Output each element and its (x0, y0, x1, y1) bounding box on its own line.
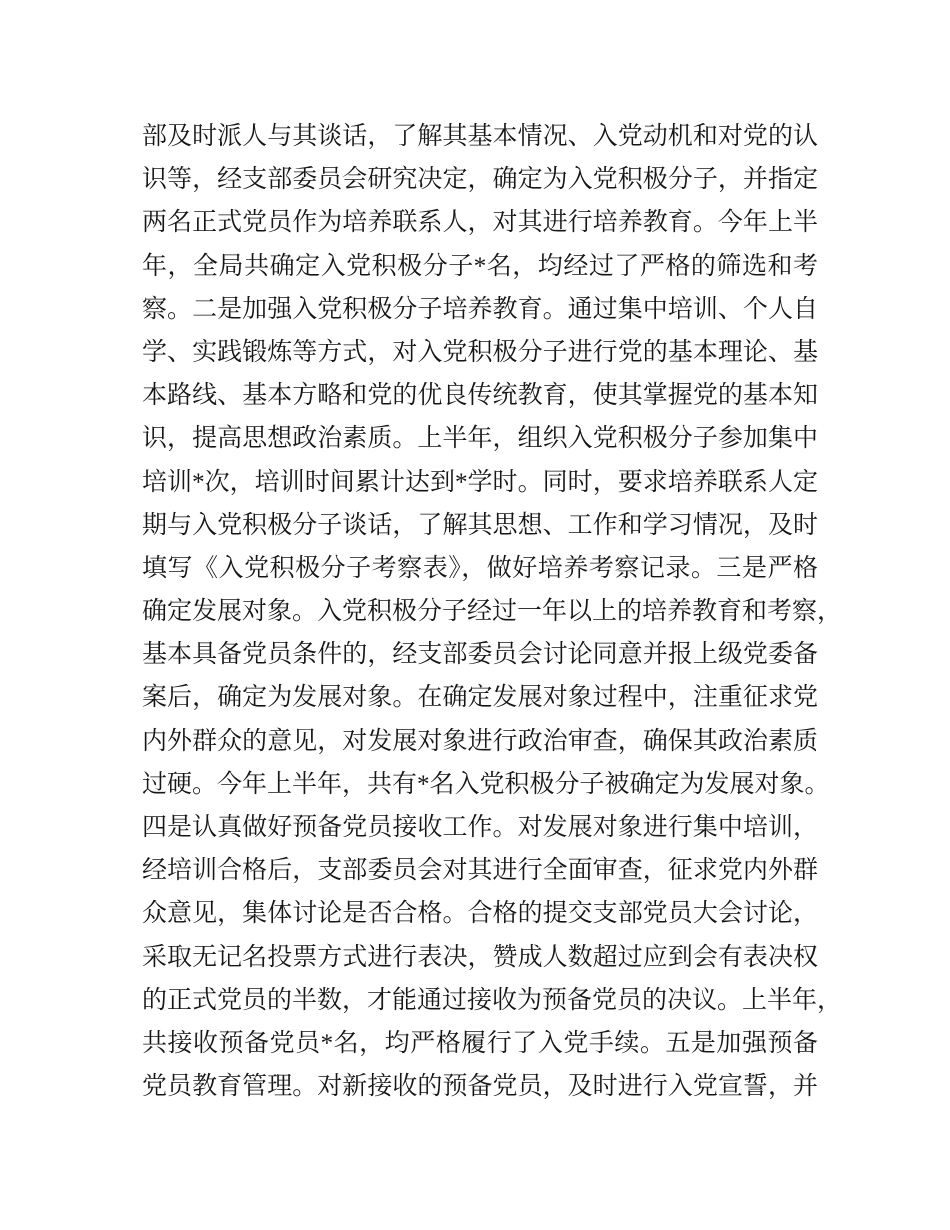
text-line: 经培训合格后，支部委员会对其进行全面审查，征求党内外群 (142, 857, 818, 885)
text-line: 确定发展对象。入党积极分子经过一年以上的培养教育和考察， (142, 598, 843, 626)
text-line: 四是认真做好预备党员接收工作。对发展对象进行集中培训， (142, 814, 818, 841)
text-line: 的正式党员的半数，才能通过接收为预备党员的决议。上半年， (142, 986, 843, 1014)
text-line: 案后，确定为发展对象。在确定发展对象过程中，注重征求党 (142, 684, 818, 712)
text-line: 识等，经支部委员会研究决定，确定为入党积极分子，并指定 (142, 166, 818, 194)
text-line: 本路线、基本方略和党的优良传统教育，使其掌握党的基本知 (142, 382, 818, 410)
text-line: 填写《入党积极分子考察表》，做好培养考察记录。三是严格 (142, 554, 818, 582)
text-line: 两名正式党员作为培养联系人，对其进行培养教育。今年上半 (142, 209, 818, 237)
text-line: 学、实践锻炼等方式，对入党积极分子进行党的基本理论、基 (142, 338, 818, 366)
text-line: 培训*次，培训时间累计达到*学时。同时，要求培养联系人定 (142, 468, 818, 496)
text-line: 党员教育管理。对新接收的预备党员，及时进行入党宣誓，并 (142, 1073, 818, 1101)
text-line: 年，全局共确定入党积极分子*名，均经过了严格的筛选和考 (142, 252, 818, 280)
text-line: 部及时派人与其谈话，了解其基本情况、入党动机和对党的认 (142, 123, 818, 150)
text-line: 众意见，集体讨论是否合格。合格的提交支部党员大会讨论， (142, 900, 818, 928)
text-line: 识，提高思想政治素质。上半年，组织入党积极分子参加集中 (142, 425, 818, 453)
text-line: 采取无记名投票方式进行表决，赞成人数超过应到会有表决权 (142, 943, 818, 971)
text-line: 内外群众的意见，对发展对象进行政治审查，确保其政治素质 (142, 727, 818, 755)
text-line: 过硬。今年上半年，共有*名入党积极分子被确定为发展对象。 (142, 770, 830, 798)
text-line: 察。二是加强入党积极分子培养教育。通过集中培训、个人自 (142, 295, 818, 323)
text-line: 期与入党积极分子谈话，了解其思想、工作和学习情况，及时 (142, 511, 818, 539)
text-line: 共接收预备党员*名，均严格履行了入党手续。五是加强预备 (142, 1029, 818, 1057)
document-body-text (142, 115, 843, 1108)
text-line: 基本具备党员条件的，经支部委员会讨论同意并报上级党委备 (142, 641, 818, 669)
